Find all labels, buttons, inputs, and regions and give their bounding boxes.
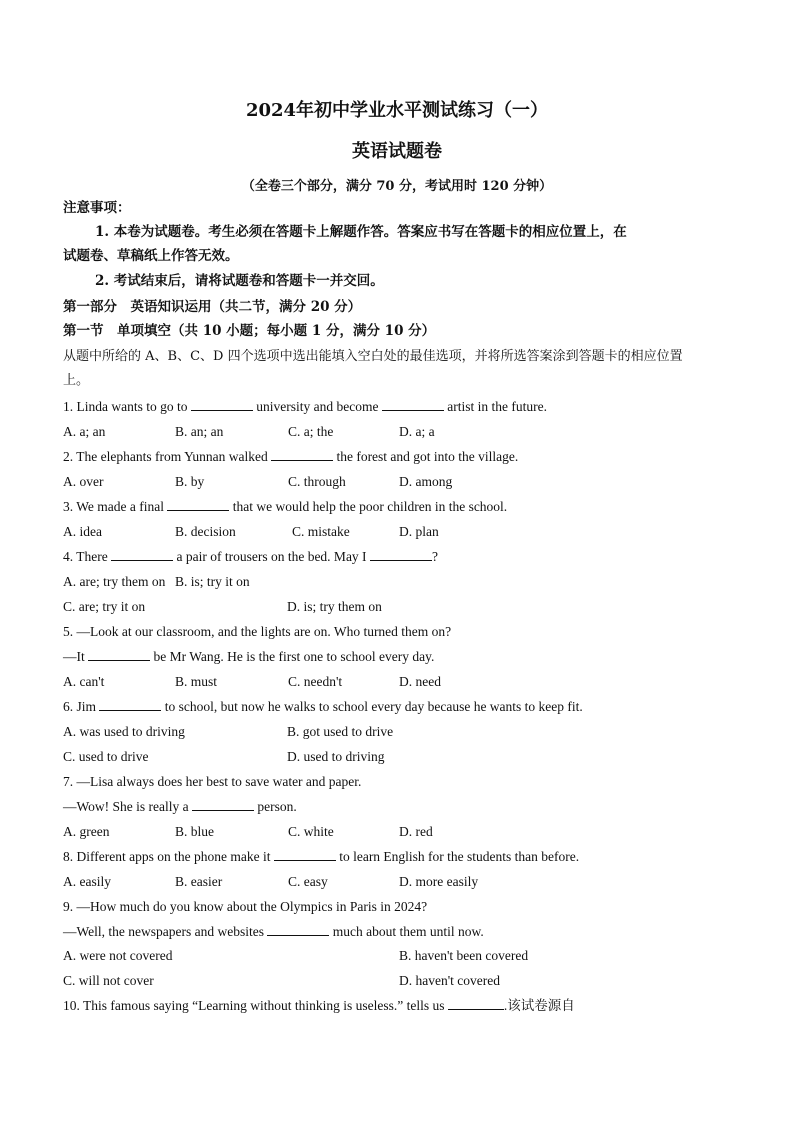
question-4 <box>63 547 438 567</box>
option-d: D. haven't covered <box>399 973 501 988</box>
option-b: B. by <box>175 474 205 489</box>
option-b: B. haven't been covered <box>399 948 529 963</box>
question-stem: .该试卷源自 <box>503 998 575 1013</box>
question-7 <box>63 772 361 792</box>
option-c: C. through <box>288 474 346 489</box>
question-stem: 9. —How much do you know about the Olympics in Paris in 2024? <box>63 899 428 914</box>
question-8 <box>63 847 579 867</box>
notice-item-1-cont: 试题卷、草稿纸上作答无效。 <box>63 248 239 264</box>
question-stem: be Mr Wang. He is the first one to school every day. <box>150 649 435 664</box>
question-stem: 7. —Lisa always does her best to save water and paper. <box>63 774 362 789</box>
question-stem: 1. Linda wants to go to <box>63 399 191 414</box>
notice-item-2: 2. 考试结束后，请将试题卷和答题卡一并交回。 <box>95 273 384 289</box>
instruction-cont: 上。 <box>63 373 90 388</box>
question-stem: to school, but now he walks to school every day because he wants to keep fit. <box>161 699 583 714</box>
option-d: D. among <box>399 474 453 489</box>
question-5-reply <box>63 647 434 667</box>
answer-blank <box>271 448 333 461</box>
question-7-reply <box>63 797 297 817</box>
question-stem: 6. Jim <box>63 699 100 714</box>
option-c: C. needn't <box>288 674 343 689</box>
option-a: A. green <box>63 824 110 839</box>
question-stem: that we would help the poor children in the school. <box>229 499 508 514</box>
answer-blank <box>382 398 444 411</box>
option-d: D. is; try them on <box>287 599 382 614</box>
answer-blank <box>191 398 253 411</box>
question-stem: to learn English for the students than before. <box>335 849 580 864</box>
answer-blank <box>448 997 504 1010</box>
option-a: A. was used to driving <box>63 724 185 739</box>
answer-blank <box>267 923 329 936</box>
option-a: A. were not covered <box>63 948 173 963</box>
question-10 <box>63 996 575 1016</box>
option-a: A. over <box>63 474 104 489</box>
answer-blank <box>370 548 432 561</box>
option-a: A. idea <box>63 524 102 539</box>
question-stem: 2. The elephants from Yunnan walked <box>63 449 272 464</box>
answer-blank <box>274 848 336 861</box>
option-c: C. a; the <box>288 424 334 439</box>
question-1 <box>63 397 547 417</box>
question-stem: —Wow! She is really a <box>63 799 193 814</box>
option-d: D. need <box>399 674 441 689</box>
notice-item-1: 1. 本卷为试题卷。考生必须在答题卡上解题作答。答案应书写在答题卡的相应位置上，在 <box>95 224 627 240</box>
option-a: A. are; try them on <box>63 574 166 589</box>
question-stem: university and become <box>252 399 382 414</box>
option-b: B. must <box>175 674 218 689</box>
option-d: D. plan <box>399 524 439 539</box>
question-stem: 4. There <box>63 549 112 564</box>
answer-blank <box>99 698 161 711</box>
question-stem: person. <box>254 799 297 814</box>
answer-blank <box>192 798 254 811</box>
notice-heading: 注意事项： <box>63 200 131 216</box>
answer-blank <box>167 498 229 511</box>
option-b: B. blue <box>175 824 214 839</box>
question-stem: —It <box>63 649 89 664</box>
question-stem: ? <box>431 549 438 564</box>
question-stem: 5. —Look at our classroom, and the lights are on. Who turned them on? <box>63 624 452 639</box>
option-b: B. easier <box>175 874 223 889</box>
answer-blank <box>111 548 173 561</box>
question-9-reply <box>63 922 484 942</box>
question-stem: the forest and got into the village. <box>333 449 519 464</box>
option-d: D. red <box>399 824 433 839</box>
option-a: A. easily <box>63 874 111 889</box>
exam-title: 2024年初中学业水平测试练习（一） <box>245 100 549 121</box>
exam-subtitle: 英语试题卷 <box>352 141 442 162</box>
option-d: D. used to driving <box>287 749 385 764</box>
option-c: C. white <box>288 824 334 839</box>
section-1-heading: 第一节 单项填空（共 10 小题；每小题 1 分，满分 10 分） <box>63 323 436 339</box>
question-9 <box>63 897 427 917</box>
option-c: C. easy <box>288 874 328 889</box>
option-d: D. more easily <box>399 874 479 889</box>
question-3 <box>63 497 507 517</box>
option-d: D. a; a <box>399 424 435 439</box>
option-b: B. decision <box>175 524 236 539</box>
option-c: C. used to drive <box>63 749 149 764</box>
option-b: B. got used to drive <box>287 724 394 739</box>
option-a: A. can't <box>63 674 105 689</box>
question-stem: a pair of trousers on the bed. May I <box>173 549 370 564</box>
question-5 <box>63 622 451 642</box>
question-6 <box>63 697 583 717</box>
question-stem: much about them until now. <box>329 924 484 939</box>
question-stem: —Well, the newspapers and websites <box>63 924 268 939</box>
question-stem: 10. This famous saying “Learning without thinking is useless.” tells us <box>63 998 448 1013</box>
question-stem: artist in the future. <box>443 399 547 414</box>
option-c: C. mistake <box>292 524 350 539</box>
option-b: B. is; try it on <box>175 574 250 589</box>
option-a: A. a; an <box>63 424 106 439</box>
answer-blank <box>88 648 150 661</box>
question-stem: 3. We made a final <box>63 499 168 514</box>
option-b: B. an; an <box>175 424 224 439</box>
question-2 <box>63 447 518 467</box>
part-1-heading: 第一部分 英语知识运用（共二节，满分 20 分） <box>63 299 362 315</box>
instruction: 从题中所给的 A、B、C、D 四个选项中选出能填入空白处的最佳选项，并将所选答案涂到答题卡的相应位置 <box>63 349 683 364</box>
exam-note: （全卷三个部分，满分 70 分，考试用时 120 分钟） <box>241 179 553 194</box>
question-stem: 8. Different apps on the phone make it <box>63 849 274 864</box>
option-c: C. will not cover <box>63 973 154 988</box>
option-c: C. are; try it on <box>63 599 146 614</box>
